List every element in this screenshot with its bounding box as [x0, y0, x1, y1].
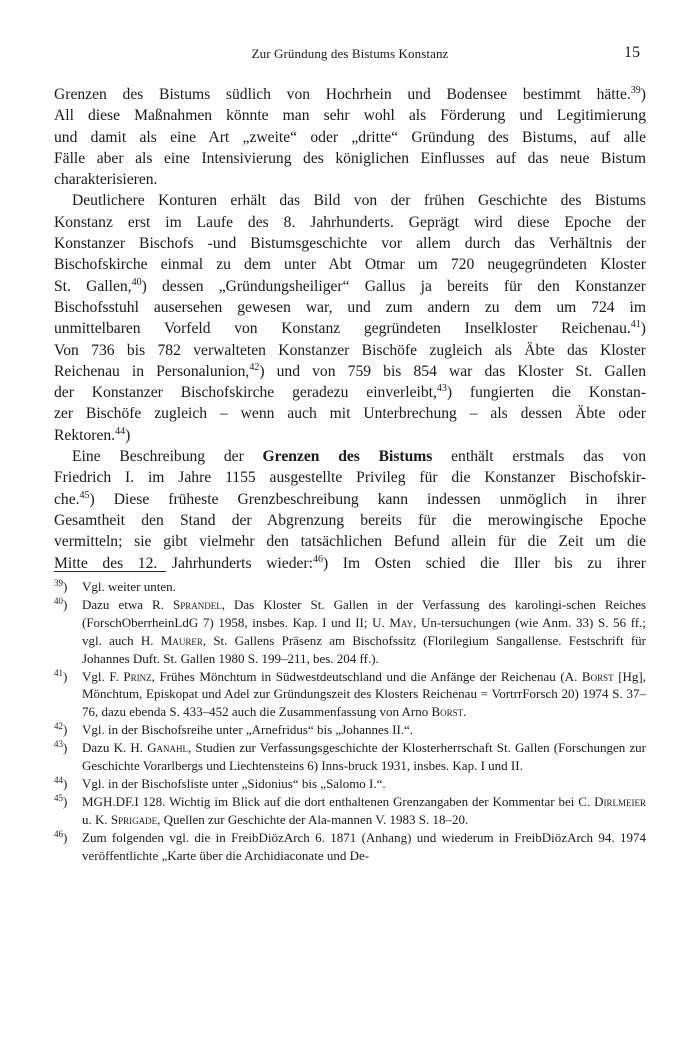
- text-line: und damit als eine Art „zweite“ oder „dritte“ Gründung des Bistums, auf alle: [54, 128, 646, 146]
- footnote-ref-40[interactable]: 40: [131, 276, 142, 288]
- paragraph-2: [54, 190, 646, 446]
- footnote-ref-44[interactable]: 44: [115, 425, 126, 437]
- author-name: Ganahl: [147, 740, 189, 756]
- footnote-ref-39[interactable]: 39: [630, 85, 641, 96]
- text-line: der Konstanzer Bischofskirche geradezu einverleibt,$^{43}$) fungierten die Konstan-: [54, 383, 647, 402]
- text-line: Grenzen des Bistums südlich von Hochrhein und Bodensee bestimmt hätte.$^{39}$): [54, 85, 646, 103]
- footnote-number: $^{42}$): [54, 721, 68, 738]
- footnote-43: $^{43}$) Dazu K. H. Ganahl, Studien zur Verfassungsgeschichte der Klosterherrschaft St. Gallen (Forschungen zur Geschichte Vorarlbergs und Liechtensteins 6) Inns-bruck 1931, insbes. Kap. I und II.: [54, 739, 646, 774]
- footnote-number: $^{43}$): [54, 739, 68, 756]
- author-name: Sprigade: [110, 811, 158, 827]
- text-line: che.$^{45}$) Diese früheste Grenzbeschreibung kann indessen unmöglich in ihrer: [54, 489, 646, 508]
- footnote-ref-43[interactable]: 43: [436, 383, 447, 395]
- text-line: Reichenau in Personalunion,$^{42}$) und von 759 bis 854 war das Kloster St. Gallen: [54, 361, 647, 380]
- footnote-ref-45[interactable]: 45: [79, 489, 90, 501]
- running-title: Zur Gründung des Bistums Konstanz: [251, 46, 449, 61]
- text-line: Konstanzer Bischofs -und Bistumsgeschichte vor allem durch das Verhältnis der: [54, 235, 646, 253]
- text-line: charakterisieren.: [54, 171, 158, 189]
- author-name: Borst: [431, 704, 464, 720]
- bold-term: Grenzen des Bistums: [262, 448, 433, 466]
- author-name: Maurer: [160, 632, 203, 648]
- footnote-number: $^{41}$): [54, 667, 68, 684]
- footnote-44: [54, 775, 646, 793]
- text-line: Von 736 bis 782 verwalteten Konstanzer Bischöfe zugleich als Äbte das Kloster: [54, 341, 646, 359]
- author-name: Sprandel: [172, 596, 222, 612]
- footnote-text: Zum folgenden vgl. die in FreibDiözArch 6. 1871 (Anhang) und wiederum in FreibDiözArch 94. 1974 veröffentlichte „Karte über die Archidiaconate und De-: [82, 829, 646, 863]
- footnote-42: [54, 721, 646, 739]
- footnote-45: $^{45}$) MGH.DF.I 128. Wichtig im Blick auf die dort enthaltenen Grenzangaben der Kommentar bei C. Dirlmeier u. K. Sprigade, Quellen zur Geschichte der Ala-mannen V. 1983 S. 18–20.: [54, 792, 646, 827]
- footnote-number: $^{45}$): [54, 792, 68, 809]
- author-name: Prinz: [123, 668, 152, 684]
- text-line: zer Bischöfe zugleich – wenn auch mit Unterbrechung – als dessen Äbte oder: [54, 405, 646, 423]
- footnote-ref-46[interactable]: 46: [312, 553, 323, 565]
- text-line: Bischofskirche einmal zu dem unter Abt Otmar um 720 neugegründeten Kloster: [54, 256, 646, 274]
- footnote-number: $^{39}$): [54, 578, 68, 594]
- text-line: unmittelbaren Vorfeld von Konstanz gegründeten Inselkloster Reichenau.$^{41}$): [54, 319, 646, 338]
- text-line: St. Gallen,$^{40}$) dessen „Gründungsheiliger“ Gallus ja bereits für den Konstanzer: [54, 276, 646, 295]
- page-header: [54, 46, 646, 66]
- page-number: 15: [624, 44, 640, 61]
- footnote-46: [54, 829, 646, 865]
- footnote-39: [54, 578, 646, 596]
- footnote-41: $^{41}$) Vgl. F. Prinz, Frühes Mönchtum in Südwestdeutschland und die Anfänge der Reichenau (A. Borst [Hg], Mönchtum, Episkopat und Adel zur Gründungszeit des Klosters Reichenau = VortrrForsch 20) 1974 S. 37–76, dazu ebenda S. 433–452 auch die Zusammenfassung von Arno Borst.: [54, 667, 646, 720]
- footnote-ref-41[interactable]: 41: [630, 319, 641, 331]
- footnote-number: $^{40}$): [54, 595, 68, 612]
- text-line: Gesamtheit den Stand der Abgrenzung bereits für die merowingische Epoche: [54, 511, 646, 529]
- text-line: Friedrich I. im Jahre 1155 ausgestellte Privileg für die Konstanzer Bischofskir-: [54, 469, 646, 487]
- paragraph-3: [54, 446, 646, 574]
- footnote-text: Vgl. in der Bischofsreihe unter „Arnefridus“ bis „Johannes II.“.: [82, 722, 414, 738]
- paragraph-1: [54, 84, 646, 190]
- text-line: Rektoren.$^{44}$): [54, 425, 131, 444]
- text-line: Bischofsstuhl ausersehen gewesen war, und zum andern zu dem um 724 im: [54, 298, 646, 316]
- footnote-text: Vgl. weiter unten.: [82, 579, 176, 594]
- footnote-ref-42[interactable]: 42: [249, 361, 260, 373]
- footnote-text: Vgl. in der Bischofsliste unter „Sidonius“ bis „Salomo I.“.: [82, 775, 386, 791]
- text-line: Eine Beschreibung der Grenzen des Bistums enthält erstmals das von: [72, 448, 647, 466]
- text-line: Konstanz erst im Laufe des 8. Jahrhunderts. Geprägt wird diese Epoche der: [54, 213, 646, 231]
- footnotes: [54, 578, 646, 865]
- footnote-number: $^{44}$): [54, 774, 68, 791]
- text-line: Fälle aber als eine Intensivierung des königlichen Einflusses auf das neue Bistum: [54, 149, 646, 167]
- text-line: Deutlichere Konturen erhält das Bild von der frühen Geschichte des Bistums: [72, 192, 646, 210]
- main-text: [54, 84, 646, 574]
- footnote-40: $^{40}$) Dazu etwa R. Sprandel, Das Kloster St. Gallen in der Verfassung des karolingi-schen Reiches (ForschOberrheinLdG 7) 1958, insbes. Kap. I und II; U. May, Un-tersuchungen (wie Anm. 33) S. 56 ff.; vgl. auch H. Maurer, St. Gallens Präsenz am Bischofssitz (Florilegium Sangallense. Festschrift für Johannes Duft. St. Gallen 1980 S. 199–211, bes. 204 ff.).: [54, 595, 646, 666]
- text-line: All diese Maßnahmen könnte man sehr wohl als Förderung und Legitimierung: [54, 107, 646, 125]
- footnote-number: $^{46}$): [54, 828, 68, 845]
- author-name: May: [389, 614, 414, 630]
- text-line: vermitteln; sie gibt vielmehr den tatsächlichen Befund allein für die Zeit um die: [54, 533, 646, 551]
- footnote-divider: [54, 571, 166, 572]
- text-line: Mitte des 12. Jahrhunderts wieder:$^{46}$) Im Osten schied die Iller bis zu ihrer: [54, 553, 646, 572]
- author-name: Dirlmeier: [594, 793, 646, 809]
- author-name: Borst: [581, 668, 614, 684]
